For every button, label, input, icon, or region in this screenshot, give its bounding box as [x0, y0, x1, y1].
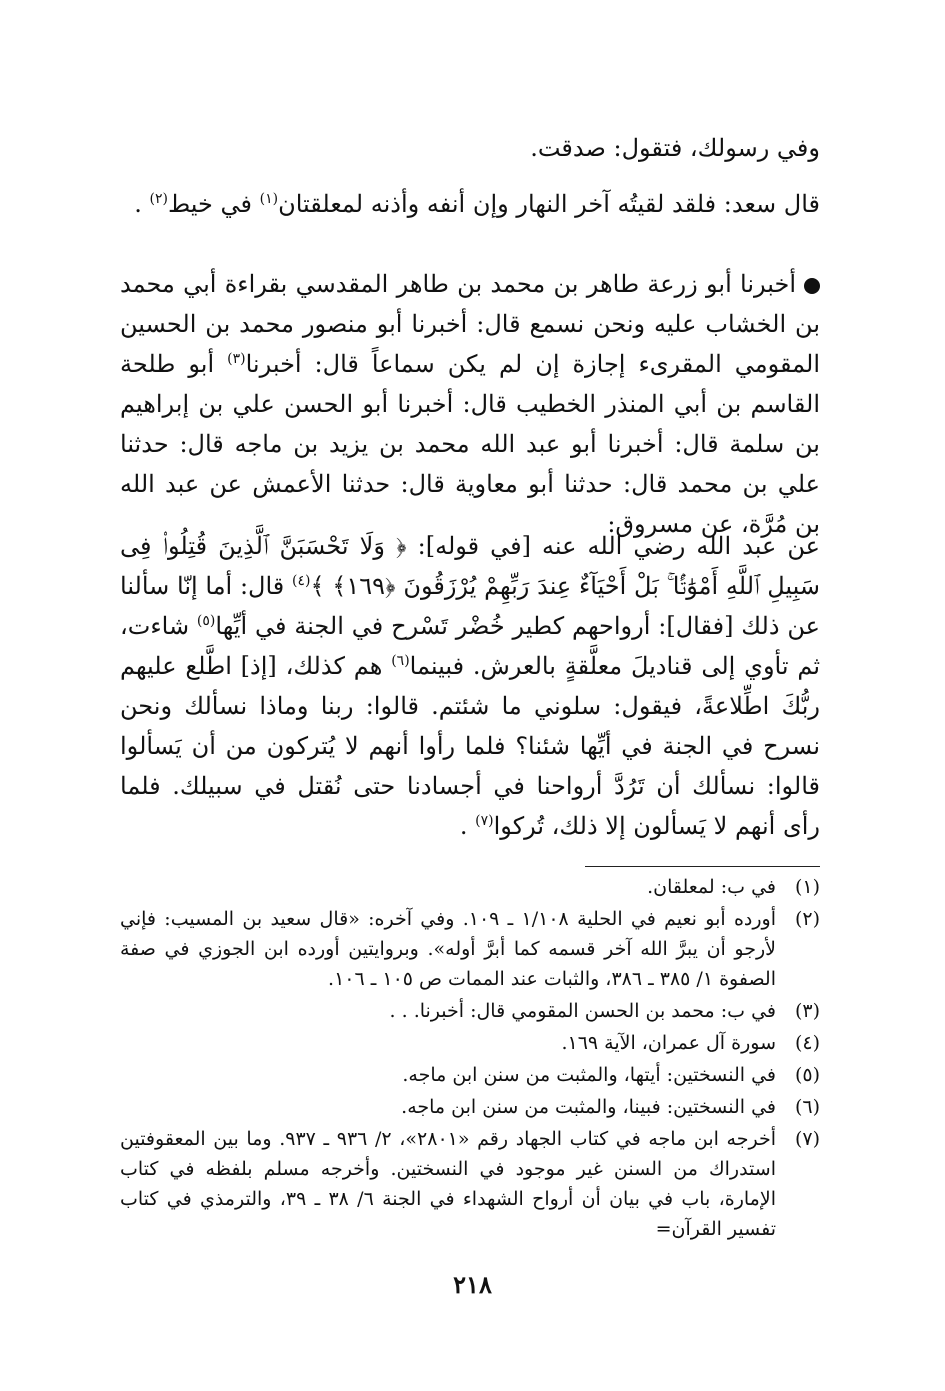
footnote-number: (٥) — [794, 1064, 820, 1086]
paragraph-4-end: . — [459, 812, 476, 840]
paragraph-4-text-a: عن عبد الله رضي الله عنه [في قوله]: ﴿ وَلَا تَحْسَبَنَّ ٱلَّذِينَ قُتِلُوا۟ فِى سَبِيلِ ٱللَّهِ أَمْوَٰتًۢا ۚ بَلْ أَحْيَآءٌ عِندَ رَبِّهِمْ يُرْزَقُونَ ﴿١٦٩﴾ ﴾ — [120, 532, 821, 600]
footnote-text: في النسختين: فبينا، والمثبت من سنن ابن ماجه. — [401, 1096, 776, 1118]
paragraph-1 — [120, 128, 820, 168]
footnote-number: (٢) — [794, 908, 820, 930]
footnotes-section — [120, 872, 820, 1246]
footnote-text: سورة آل عمران، الآية ١٦٩. — [561, 1032, 776, 1054]
footnote-number: (٤) — [794, 1032, 820, 1054]
footnote-item — [120, 1060, 820, 1090]
footnote-divider — [585, 866, 820, 867]
paragraph-2-text: قال سعد: فلقد لقيتُه آخر النهار وإن أنفه وأذنه لمعلقتان — [278, 190, 820, 218]
paragraph-3 — [120, 264, 820, 544]
footnote-ref-6: (٦) — [391, 653, 410, 669]
footnote-item — [120, 904, 820, 994]
footnote-ref-3: (٣) — [227, 351, 246, 367]
footnote-text: في ب: محمد بن الحسن المقومي قال: أخبرنا. . . — [389, 1000, 776, 1022]
footnote-number: (٦) — [794, 1096, 820, 1118]
footnote-text: في النسختين: أيتها، والمثبت من سنن ابن ماجه. — [402, 1064, 776, 1086]
paragraph-4 — [120, 526, 820, 846]
footnote-ref-1: (١) — [259, 191, 279, 207]
footnote-text: أورده أبو نعيم في الحلية ١/١٠٨ ـ ١٠٩. وفي آخره: «قال سعيد بن المسيب: فإني لأرجو أن يبرَّ الله آخر قسمه كما أبرَّ أوله». وبروايتين أورده ابن الجوزي في صفة الصفوة ١/ ٣٨٥ ـ ٣٨٦، والثبات عند الممات ص ١٠٥ ـ ١٠٦. — [120, 908, 776, 990]
footnote-item — [120, 872, 820, 902]
footnote-item — [120, 996, 820, 1026]
bullet-icon — [804, 278, 820, 294]
paragraph-4-text-d: هم كذلك، [إذ] اطَّلع عليهم ربُّكَ اطِّلاعةً، فيقول: سلوني ما شئتم. قالوا: ربنا وماذا نسألك ونحن نسرح في الجنة في أيِّها شئنا؟ فلما رأوا أنهم لا يُتركون من أن يَسألوا قالوا: نسألك أن تَرُدَّ أرواحنا في أجسادنا حتى نُقتل في سبيلك. فلما رأى أنهم لا يَسألون إلا ذلك، تُركوا — [120, 652, 821, 840]
paragraph-2-end: . — [134, 190, 150, 218]
footnote-ref-5: (٥) — [196, 613, 216, 629]
footnote-item — [120, 1092, 820, 1122]
footnote-number: (٣) — [794, 1000, 820, 1022]
footnote-number: (١) — [794, 876, 820, 898]
footnote-ref-4: (٤) — [291, 573, 311, 589]
footnote-number: (٧) — [794, 1128, 820, 1150]
footnote-text: أخرجه ابن ماجه في كتاب الجهاد رقم «٢٨٠١»، ٢/ ٩٣٦ ـ ٩٣٧. وما بين المعقوفتين استدراك من السنن غير موجود في النسختين. وأخرجه مسلم بلفظه في كتاب الإمارة، باب في بيان أن أرواح الشهداء في الجنة ٦/ ٣٨ ـ ٣٩، والترمذي في كتاب تفسير القرآن= — [120, 1128, 776, 1240]
paragraph-2 — [120, 184, 820, 224]
paragraph-3-text-a: أخبرنا أبو زرعة طاهر بن محمد بن طاهر المقدسي بقراءة أبي محمد بن الخشاب عليه ونحن نسمع قال: أخبرنا أبو منصور محمد بن الحسين المقومي المقرىء إجازة إن لم يكن سماعاً قال: أخبرنا — [120, 270, 820, 378]
footnote-ref-2: (٢) — [149, 191, 169, 207]
page-number: ٢١٨ — [453, 1270, 492, 1299]
footnote-ref-7: (٧) — [475, 813, 494, 829]
footnote-item — [120, 1124, 820, 1244]
paragraph-4-text-b: قال: أما إنّا سألنا عن ذلك [فقال]: أرواحهم كطير خُضْر تَسْرح في الجنة في أيِّها — [120, 572, 820, 640]
paragraph-1-text: وفي رسولك، فتقول: صدقت. — [530, 134, 820, 162]
paragraph-3-text-b: أبو طلحة القاسم بن أبي المنذر الخطيب قال: أخبرنا أبو الحسن علي بن إبراهيم بن سلمة قال: أخبرنا أبو عبد الله محمد بن يزيد بن ماجه قال: حدثنا علي بن محمد قال: حدثنا أبو معاوية قال: حدثنا الأعمش عن عبد الله بن مُرَّة، عن مسروق: — [120, 350, 820, 538]
footnote-item — [120, 1028, 820, 1058]
paragraph-4-text-c: شاءت، ثم تأوي إلى قناديلَ معلَّقةٍ بالعرش. فبينما — [120, 612, 821, 680]
paragraph-2-text-after: في خيط — [168, 190, 260, 218]
footnote-text: في ب: لمعلقان. — [647, 876, 776, 898]
